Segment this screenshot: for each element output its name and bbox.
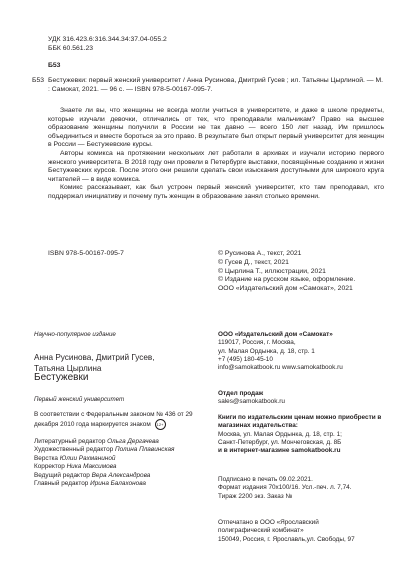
staff-role: Корректор: [34, 463, 65, 471]
staff-name: Полина Плавинская: [115, 446, 175, 454]
staff-row: [34, 472, 214, 480]
staff-row: [34, 480, 214, 488]
udk-code: УДК 316.423.6:316.344.34:37.04-055.2: [48, 36, 167, 43]
copyright-line: © Цырлина Т., иллюстрации, 2021: [218, 267, 326, 275]
sales-block: [218, 390, 408, 407]
copyright-line: © Гусев Д., текст, 2021: [218, 258, 289, 266]
printer-line: полиграфический комбинат»: [218, 527, 304, 535]
publisher-name: ООО «Издательский дом «Самокат»: [218, 331, 333, 338]
staff-name: Вера Александрова: [91, 471, 151, 479]
staff-row: [34, 463, 214, 471]
annotation-paragraph: Авторы комикса на протяжении нескольких лет работали в архивах и изучали историю первого женского университета. В 2018 году они провели в Петербурге выставки, посвящённые созданию и жизни Бестужевских курсов. После этого они решили сделать свои изыскания доступными для широкого круга читателей — в виде комикса.: [48, 149, 384, 183]
staff-name: Ирина Балахонова: [90, 480, 146, 488]
staff-row: [34, 446, 214, 454]
staff-role: Литературный редактор: [34, 438, 106, 445]
printer-info: [218, 519, 408, 544]
copyright-block: [218, 250, 404, 294]
print-line: Подписано в печать 09.02.2021.: [218, 476, 313, 483]
print-line: Формат издания 70x100/16. Усл.-печ. л. 7,74.: [218, 484, 352, 492]
printer-line: 150049, Россия, г. Ярославль,ул. Свободы, 97: [218, 535, 355, 543]
shops-line: Москва, ул. Малая Ордынка, д. 18, стр. 1;: [218, 430, 342, 438]
staff-role: Художественный редактор: [34, 446, 114, 454]
staff-name: Ольга Дергачева: [107, 438, 159, 445]
age-law-notice: [34, 411, 204, 430]
shops-heading: Книги по издательским ценам можно приобрести в магазинах издательства:: [218, 414, 382, 430]
publisher-block: [218, 331, 408, 372]
print-info: [218, 476, 408, 501]
publisher-line: info@samokatbook.ru www.samokatbook.ru: [218, 364, 343, 372]
publisher-line: ул. Малая Ордынка, д. 18, стр. 1: [218, 347, 315, 355]
printer-line: Отпечатано в ООО «Ярославский: [218, 519, 319, 526]
bbk-code: ББК 60.561.23: [48, 45, 94, 52]
publisher-line: +7 (495) 180-45-10: [218, 355, 273, 363]
staff-role: Главный редактор: [34, 480, 89, 488]
cutter-mark: Б53: [48, 62, 61, 69]
isbn: ISBN 978-5-00167-095-7: [48, 250, 124, 257]
annotation-paragraph: Комикс рассказывает, как был устроен первый женский университет, кто там преподавал, кто поддержал инициативу и почему путь женщин в образование занял столько времени.: [48, 184, 384, 200]
copyright-line: © Издание на русском языке, оформление.: [218, 276, 356, 284]
annotation-paragraph: Знаете ли вы, что женщины не всегда могли учиться в университете, и даже в школе предметы, которые изучали девочки, отличались от тех, что преподавали мальчикам? Право на высшее образование женщины получили в России не так давно — всего 150 лет назад. Им пришлось объединиться и вместе бороться за это право. В результате был открыт первый университет для женщин в России — Бестужевские курсы.: [48, 107, 384, 149]
bibliographic-record: Бестужевки: первый женский университет / Анна Русинова, Дмитрий Гусев ; ил. Татьяны Цырлиной. — М. : Самокат, 2021. — 96 с. — ISBN 978-5-00167-095-7.: [48, 77, 384, 93]
annotation: [48, 107, 384, 202]
age-rating-mark: 12+: [155, 419, 166, 430]
staff-name: Юлии Рахманиной: [59, 454, 116, 462]
shops-block: [218, 414, 408, 455]
staff-row: [34, 455, 214, 463]
book-title: Бестужевки: [34, 372, 89, 383]
staff-role: Ведущий редактор: [34, 471, 90, 479]
shops-line: Санкт-Петербург, ул. Мончеговская, д. 8Б: [218, 438, 342, 446]
staff-name: Ника Максимова: [66, 463, 117, 471]
shops-online: и в интернет-магазине samokatbook.ru: [218, 447, 341, 455]
copyright-line: © Русинова А., текст, 2021: [218, 250, 302, 257]
authors: Анна Русинова, Дмитрий Гусев, Татьяна Цырлина: [34, 353, 155, 373]
staff-role: Верстка: [34, 454, 58, 462]
law-text: В соответствии с Федеральным законом № 436 от 29 декабря 2010 года маркируется знаком: [34, 411, 193, 429]
copyright-line: ООО «Издательский дом «Самокат», 2021: [218, 285, 353, 293]
series-label: Первый женский университет: [34, 396, 125, 403]
sales-heading: Отдел продаж: [218, 390, 264, 397]
genre-label: Научно-популярное издание: [34, 331, 116, 338]
bib-code: Б53: [32, 77, 45, 84]
editorial-staff: [34, 438, 214, 488]
print-line: Тираж 2200 экз. Заказ №: [218, 492, 293, 500]
publisher-line: 119017, Россия, г. Москва,: [218, 339, 296, 347]
sales-email: sales@samokatbook.ru: [218, 398, 285, 406]
